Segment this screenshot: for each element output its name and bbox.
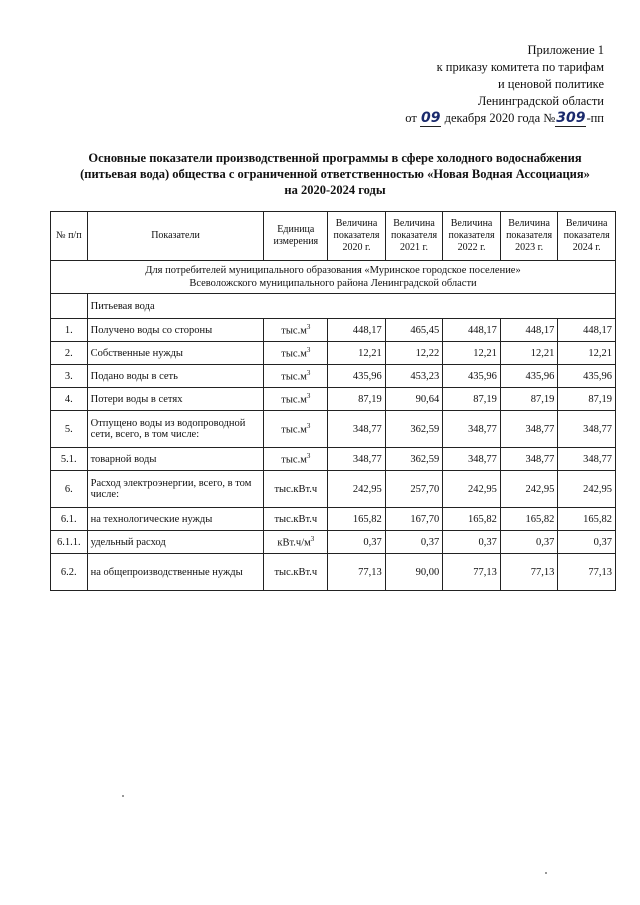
- appendix-line-1: Приложение 1: [527, 43, 604, 57]
- appendix-date-line: [364, 110, 604, 127]
- header-num: № п/п: [51, 212, 88, 261]
- section-line-2: Всеволожского муниципального района Ленинградской области: [189, 278, 477, 289]
- value-2024: 242,95: [558, 471, 616, 508]
- row-indicator-name: Получено воды со стороны: [87, 319, 264, 342]
- value-2023: 435,96: [500, 365, 558, 388]
- value-2020: 348,77: [328, 448, 386, 471]
- value-2023: 12,21: [500, 342, 558, 365]
- value-2023: 165,82: [500, 508, 558, 531]
- value-2024: 87,19: [558, 388, 616, 411]
- row-unit: [264, 365, 328, 388]
- row-number: 6.1.1.: [51, 531, 88, 554]
- row-indicator-name: Расход электроэнергии, всего, в том числе:: [87, 471, 264, 508]
- header-name: Показатели: [87, 212, 264, 261]
- unit-superscript: 3: [306, 323, 311, 332]
- row-indicator-name: Потери воды в сетях: [87, 388, 264, 411]
- value-2022: 242,95: [443, 471, 501, 508]
- scan-speck: [122, 795, 124, 797]
- date-suffix: -пп: [586, 111, 604, 125]
- value-2024: 435,96: [558, 365, 616, 388]
- unit-superscript: 3: [306, 392, 311, 401]
- unit-superscript: 3: [306, 369, 311, 378]
- table-header-row: [51, 212, 616, 261]
- row-unit-text: кВт.ч/м: [277, 537, 311, 549]
- table-row: [51, 388, 616, 411]
- document-title: [40, 150, 630, 198]
- subsection-empty-cell: [51, 294, 88, 319]
- date-middle: декабря 2020 года №: [444, 111, 556, 125]
- header-2021: Величина показателя 2021 г.: [385, 212, 443, 261]
- row-unit: [264, 508, 328, 531]
- row-unit-text: тыс.м: [281, 394, 307, 406]
- value-2023: 87,19: [500, 388, 558, 411]
- header-unit: Единица измерения: [264, 212, 328, 261]
- row-unit: [264, 319, 328, 342]
- value-2020: 77,13: [328, 554, 386, 591]
- row-unit: [264, 554, 328, 591]
- row-indicator-name: удельный расход: [87, 531, 264, 554]
- row-unit-text: тыс.м: [281, 348, 307, 360]
- value-2022: 165,82: [443, 508, 501, 531]
- row-unit-text: тыс.м: [281, 424, 307, 436]
- header-2022: Величина показателя 2022 г.: [443, 212, 501, 261]
- row-number: 1.: [51, 319, 88, 342]
- value-2023: 242,95: [500, 471, 558, 508]
- section-line-1: Для потребителей муниципального образования «Муринское городское поселение»: [145, 265, 521, 276]
- value-2022: 12,21: [443, 342, 501, 365]
- value-2021: 167,70: [385, 508, 443, 531]
- unit-superscript: 3: [306, 422, 311, 431]
- appendix-block: [364, 42, 604, 127]
- value-2020: 165,82: [328, 508, 386, 531]
- header-2024: Величина показателя 2024 г.: [558, 212, 616, 261]
- table-row: [51, 471, 616, 508]
- date-prefix: от: [405, 111, 417, 125]
- row-unit-text: тыс.м: [281, 325, 307, 337]
- unit-superscript: 3: [310, 535, 315, 544]
- section-row: [51, 261, 616, 294]
- row-indicator-name: Собственные нужды: [87, 342, 264, 365]
- value-2021: 12,22: [385, 342, 443, 365]
- header-2020: Величина показателя 2020 г.: [328, 212, 386, 261]
- header-2023: Величина показателя 2023 г.: [500, 212, 558, 261]
- table-row: [51, 342, 616, 365]
- value-2022: 87,19: [443, 388, 501, 411]
- table-row: [51, 448, 616, 471]
- row-unit-text: тыс.кВт.ч: [274, 566, 318, 578]
- value-2020: 12,21: [328, 342, 386, 365]
- table-row: [51, 319, 616, 342]
- title-line-2: (питьевая вода) общества с ограниченной ответственностью «Новая Водная Ассоциация»: [80, 167, 590, 181]
- row-indicator-name: на технологические нужды: [87, 508, 264, 531]
- row-unit: [264, 448, 328, 471]
- row-number: 6.1.: [51, 508, 88, 531]
- row-number: 6.: [51, 471, 88, 508]
- value-2020: 0,37: [328, 531, 386, 554]
- row-unit: [264, 342, 328, 365]
- table-row: [51, 531, 616, 554]
- appendix-line-2: к приказу комитета по тарифам: [436, 60, 604, 74]
- table-row: [51, 411, 616, 448]
- unit-superscript: 3: [306, 452, 311, 461]
- value-2020: 87,19: [328, 388, 386, 411]
- value-2024: 77,13: [558, 554, 616, 591]
- value-2022: 348,77: [443, 411, 501, 448]
- value-2024: 165,82: [558, 508, 616, 531]
- value-2021: 453,23: [385, 365, 443, 388]
- row-number: 5.1.: [51, 448, 88, 471]
- handwritten-order-number: 309: [556, 110, 586, 126]
- row-unit-text: тыс.кВт.ч: [274, 513, 318, 525]
- value-2023: 448,17: [500, 319, 558, 342]
- row-number: 6.2.: [51, 554, 88, 591]
- value-2020: 242,95: [328, 471, 386, 508]
- row-unit: [264, 531, 328, 554]
- value-2022: 77,13: [443, 554, 501, 591]
- value-2024: 0,37: [558, 531, 616, 554]
- handwritten-day: 09: [420, 110, 441, 126]
- subsection-cell: Питьевая вода: [87, 294, 615, 319]
- row-unit: [264, 411, 328, 448]
- value-2024: 348,77: [558, 448, 616, 471]
- value-2023: 348,77: [500, 448, 558, 471]
- row-unit: [264, 388, 328, 411]
- value-2021: 362,59: [385, 448, 443, 471]
- value-2024: 448,17: [558, 319, 616, 342]
- value-2024: 348,77: [558, 411, 616, 448]
- value-2021: 257,70: [385, 471, 443, 508]
- table-row: [51, 508, 616, 531]
- value-2020: 348,77: [328, 411, 386, 448]
- value-2023: 0,37: [500, 531, 558, 554]
- value-2021: 90,64: [385, 388, 443, 411]
- title-line-1: Основные показатели производственной программы в сфере холодного водоснабжения: [88, 151, 582, 165]
- value-2023: 77,13: [500, 554, 558, 591]
- row-unit-text: тыс.м: [281, 454, 307, 466]
- table-row: [51, 554, 616, 591]
- scan-speck: [545, 872, 547, 874]
- row-indicator-name: Отпущено воды из водопроводной сети, всего, в том числе:: [87, 411, 264, 448]
- value-2021: 90,00: [385, 554, 443, 591]
- title-line-3: на 2020-2024 годы: [284, 183, 386, 197]
- appendix-line-4: Ленинградской области: [477, 94, 604, 108]
- indicators-table: [50, 211, 616, 591]
- row-indicator-name: товарной воды: [87, 448, 264, 471]
- value-2021: 465,45: [385, 319, 443, 342]
- unit-superscript: 3: [306, 346, 311, 355]
- value-2022: 348,77: [443, 448, 501, 471]
- row-unit-text: тыс.кВт.ч: [274, 483, 318, 495]
- table-row: [51, 365, 616, 388]
- section-cell: [51, 261, 616, 294]
- value-2021: 0,37: [385, 531, 443, 554]
- value-2022: 0,37: [443, 531, 501, 554]
- value-2022: 448,17: [443, 319, 501, 342]
- value-2021: 362,59: [385, 411, 443, 448]
- value-2020: 448,17: [328, 319, 386, 342]
- value-2023: 348,77: [500, 411, 558, 448]
- value-2020: 435,96: [328, 365, 386, 388]
- row-number: 2.: [51, 342, 88, 365]
- row-indicator-name: на общепроизводственные нужды: [87, 554, 264, 591]
- row-unit: [264, 471, 328, 508]
- row-indicator-name: Подано воды в сеть: [87, 365, 264, 388]
- appendix-line-3: и ценовой политике: [497, 77, 604, 91]
- row-number: 4.: [51, 388, 88, 411]
- row-unit-text: тыс.м: [281, 371, 307, 383]
- subsection-row: [51, 294, 616, 319]
- row-number: 5.: [51, 411, 88, 448]
- value-2024: 12,21: [558, 342, 616, 365]
- value-2022: 435,96: [443, 365, 501, 388]
- row-number: 3.: [51, 365, 88, 388]
